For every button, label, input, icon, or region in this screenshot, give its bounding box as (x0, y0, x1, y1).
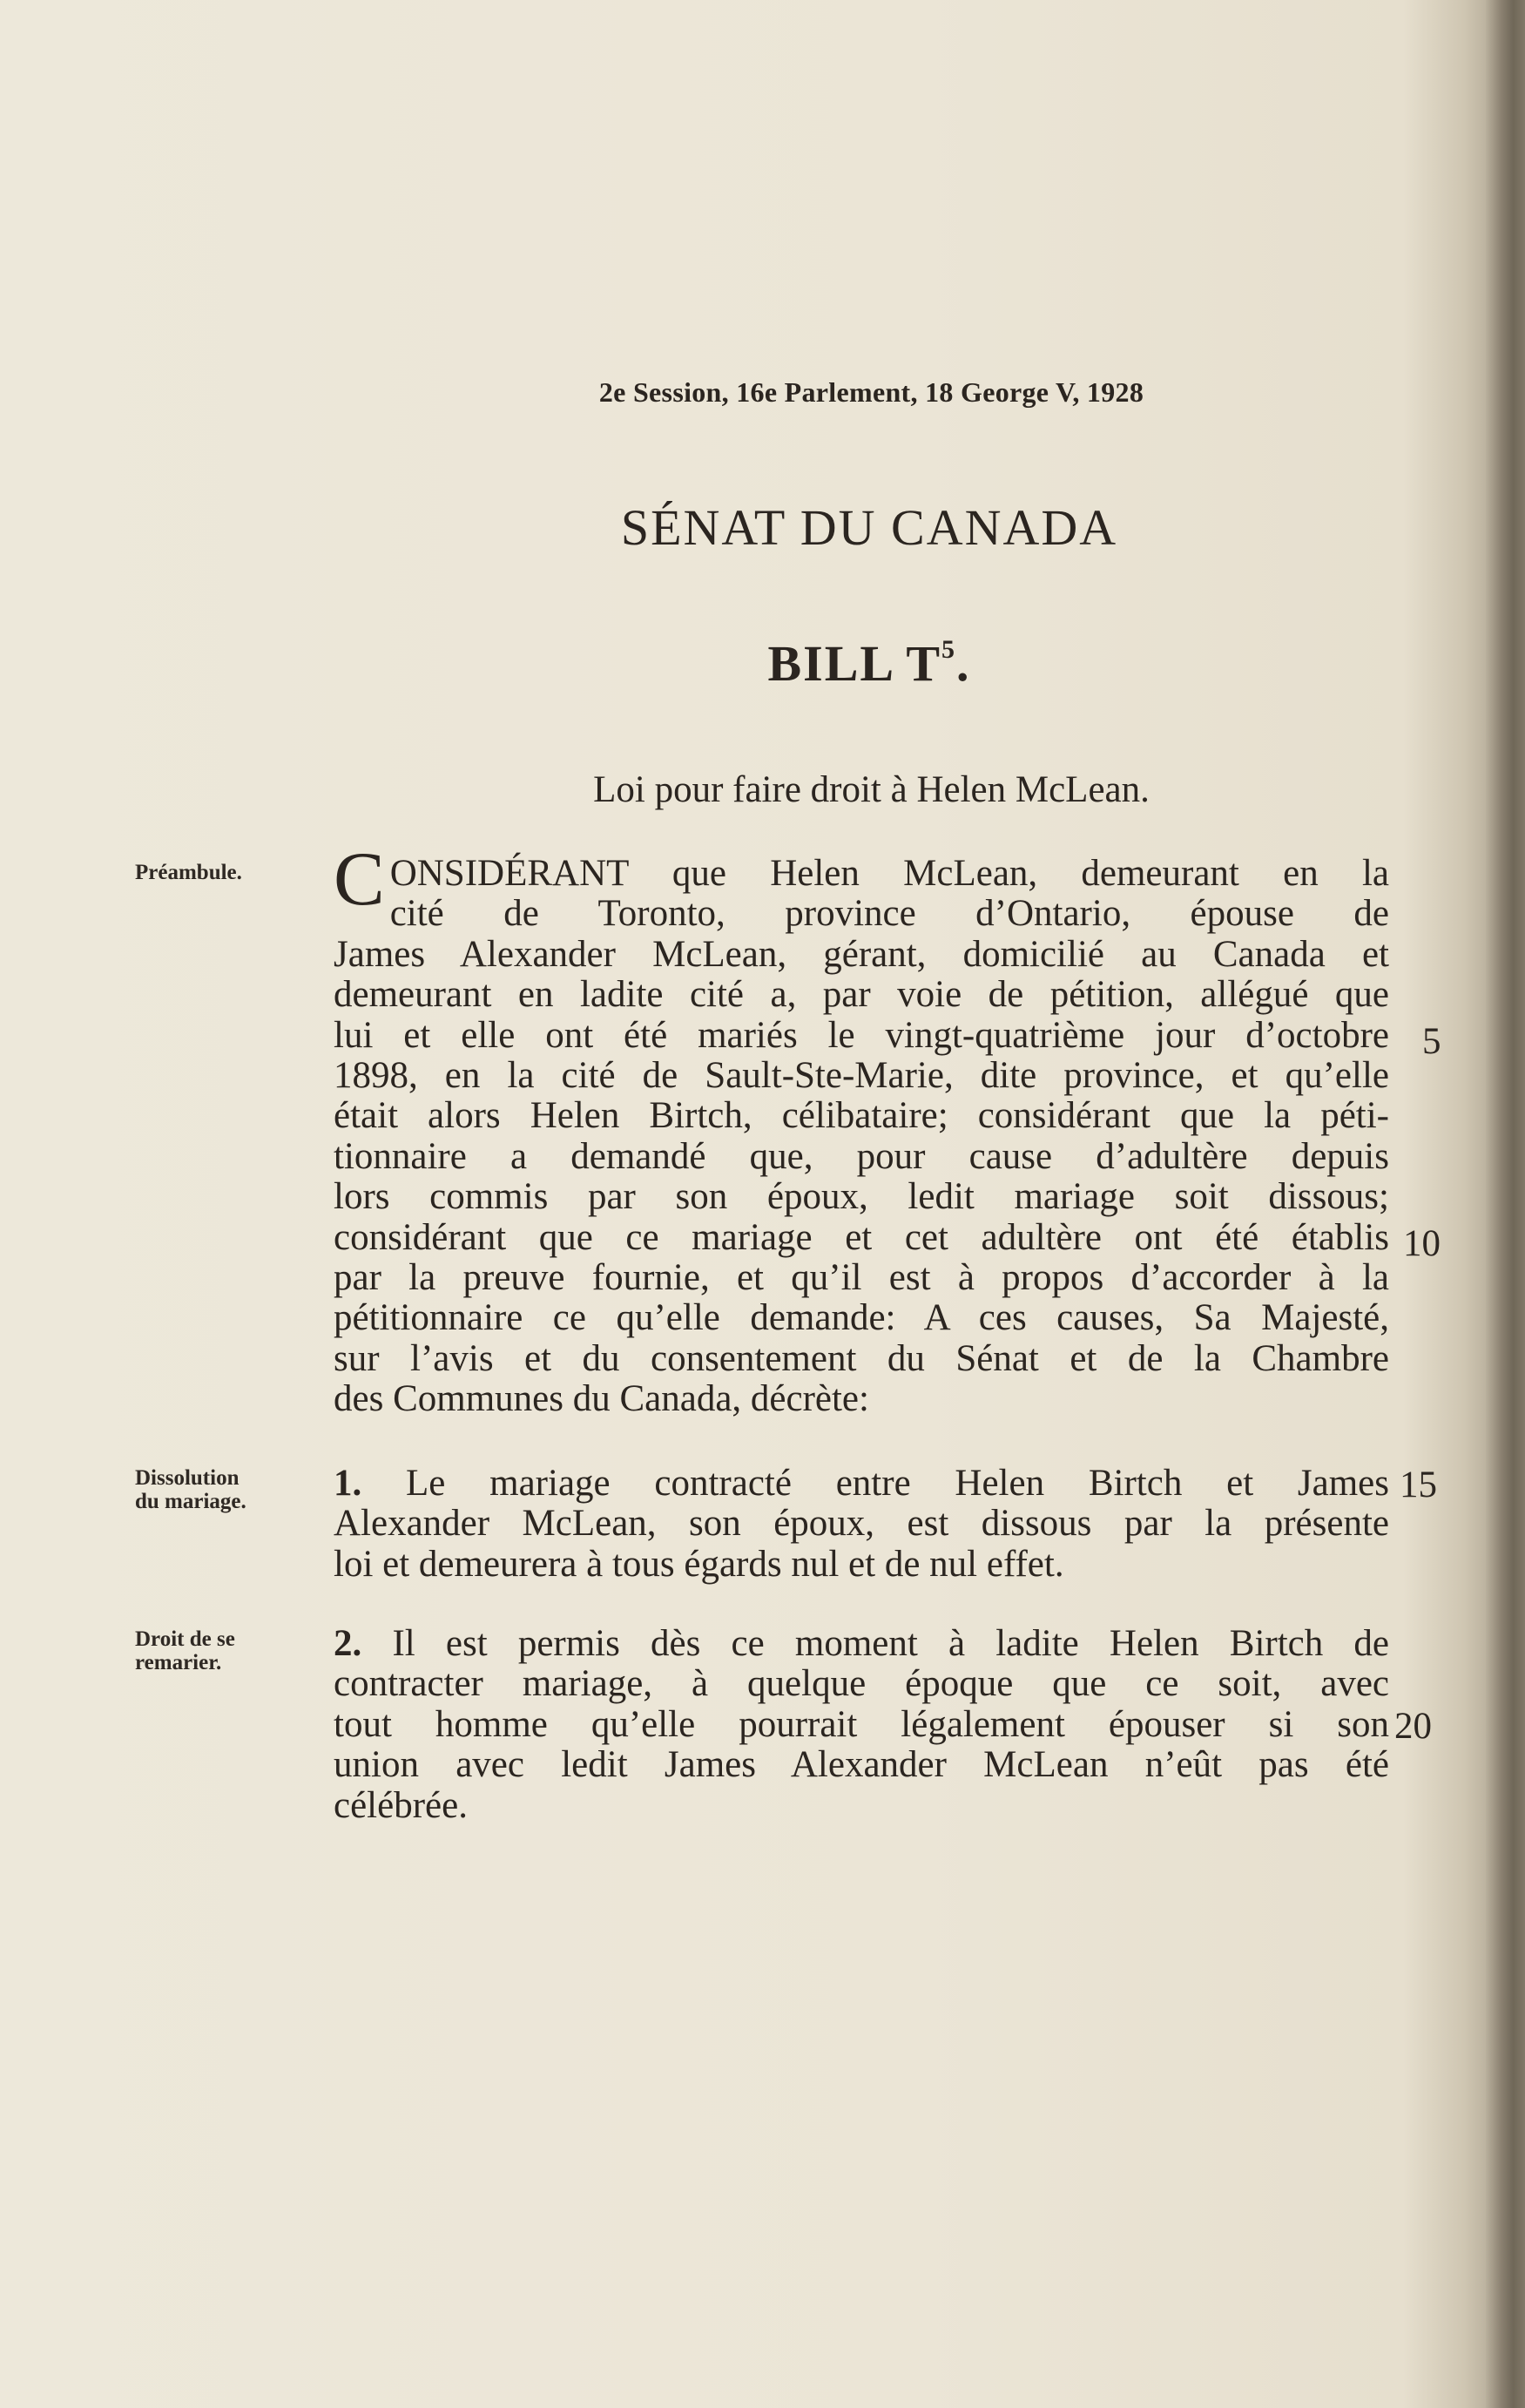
bill-subtitle: Loi pour faire droit à Helen McLean. (593, 769, 1150, 810)
preamble-line: cité de Toronto, province d’Ontario, épouse de (389, 893, 1389, 935)
preamble-line: sur l’avis et du consentement du Sénat et de la Chambre (334, 1337, 1389, 1379)
preamble-line: par la preuve fournie, et qu’il est à propos d’accorder à la (334, 1257, 1389, 1299)
session-header: 2e Session, 16e Parlement, 18 George V, 1928 (598, 376, 1144, 408)
preamble-line: 1898, en la cité de Sault-Ste-Marie, dite province, et qu’elle (334, 1055, 1389, 1097)
bill-superscript: 5 (941, 635, 957, 664)
article-2-line: contracter mariage, à quelque époque que ce soit, avec (334, 1663, 1389, 1705)
preamble-paragraph (334, 837, 1389, 1420)
chamber-title: SÉNAT DU CANADA (620, 499, 1118, 556)
preamble-line: James Alexander McLean, gérant, domicilié au Canada et (334, 933, 1389, 975)
line-number-5: 5 (1422, 1021, 1441, 1062)
article-2-number: 2. (334, 1623, 362, 1664)
article-1 (334, 1464, 1389, 1585)
preamble-line: était alors Helen Birtch, célibataire; considérant que la péti- (334, 1095, 1389, 1137)
article-1-line: loi et demeurera à tous égards nul et de nul effet. (334, 1543, 1064, 1585)
binding-edge (1486, 0, 1525, 2408)
bill-title (0, 634, 1525, 693)
article-2-line: tout homme qu’elle pourrait légalement épouser si son (334, 1703, 1389, 1745)
preamble-line-text: ONSIDÉRANT que Helen McLean, demeurant en la (389, 853, 1389, 894)
margin-note-preamble-text: Préambule. (135, 861, 242, 884)
article-2-line: célébrée. (334, 1784, 468, 1826)
article-2-line-text: Il est permis dès ce moment à ladite Helen Birtch de (392, 1623, 1390, 1664)
preamble-line: considérant que ce mariage et cet adultère ont été établis (334, 1216, 1389, 1258)
preamble-line: lors commis par son époux, ledit mariage soit dissous; (334, 1176, 1389, 1218)
margin-note-dissolution-line2: du mariage. (135, 1490, 246, 1513)
margin-note-remarry-line2: remarier. (135, 1651, 222, 1674)
line-number-10: 10 (1403, 1223, 1441, 1264)
bill-period: . (956, 635, 971, 692)
article-2-line: union avec ledit James Alexander McLean n’eût pas été (334, 1744, 1389, 1786)
preamble-line: tionnaire a demandé que, pour cause d’adultère depuis (334, 1135, 1389, 1177)
bill-label: BILL T (767, 635, 942, 692)
article-1-line: Alexander McLean, son époux, est dissous par la présente (334, 1503, 1389, 1545)
article-2 (334, 1624, 1389, 1826)
preamble-line: demeurant en ladite cité a, par voie de pétition, allégué que (334, 974, 1389, 1016)
preamble-line: pétitionnaire ce qu’elle demande: A ces causes, Sa Majesté, (334, 1297, 1389, 1339)
line-number-15: 15 (1400, 1464, 1437, 1505)
article-2-line (334, 1624, 1389, 1664)
article-1-number: 1. (334, 1463, 362, 1504)
article-1-line-text: Le mariage contracté entre Helen Birtch et James (406, 1463, 1389, 1504)
margin-note-remarry-line1: Droit de se (135, 1627, 235, 1651)
preamble-line: des Communes du Canada, décrète: (334, 1378, 869, 1420)
preamble-dropcap: C (334, 837, 385, 922)
margin-note-preamble (135, 861, 300, 884)
margin-note-remarry (135, 1627, 300, 1674)
margin-note-dissolution-line1: Dissolution (135, 1466, 240, 1490)
line-number-20: 20 (1394, 1706, 1432, 1747)
margin-note-dissolution (135, 1466, 300, 1513)
preamble-line: lui et elle ont été mariés le vingt-quatrième jour d’octobre (334, 1014, 1389, 1056)
article-1-line (334, 1464, 1389, 1504)
